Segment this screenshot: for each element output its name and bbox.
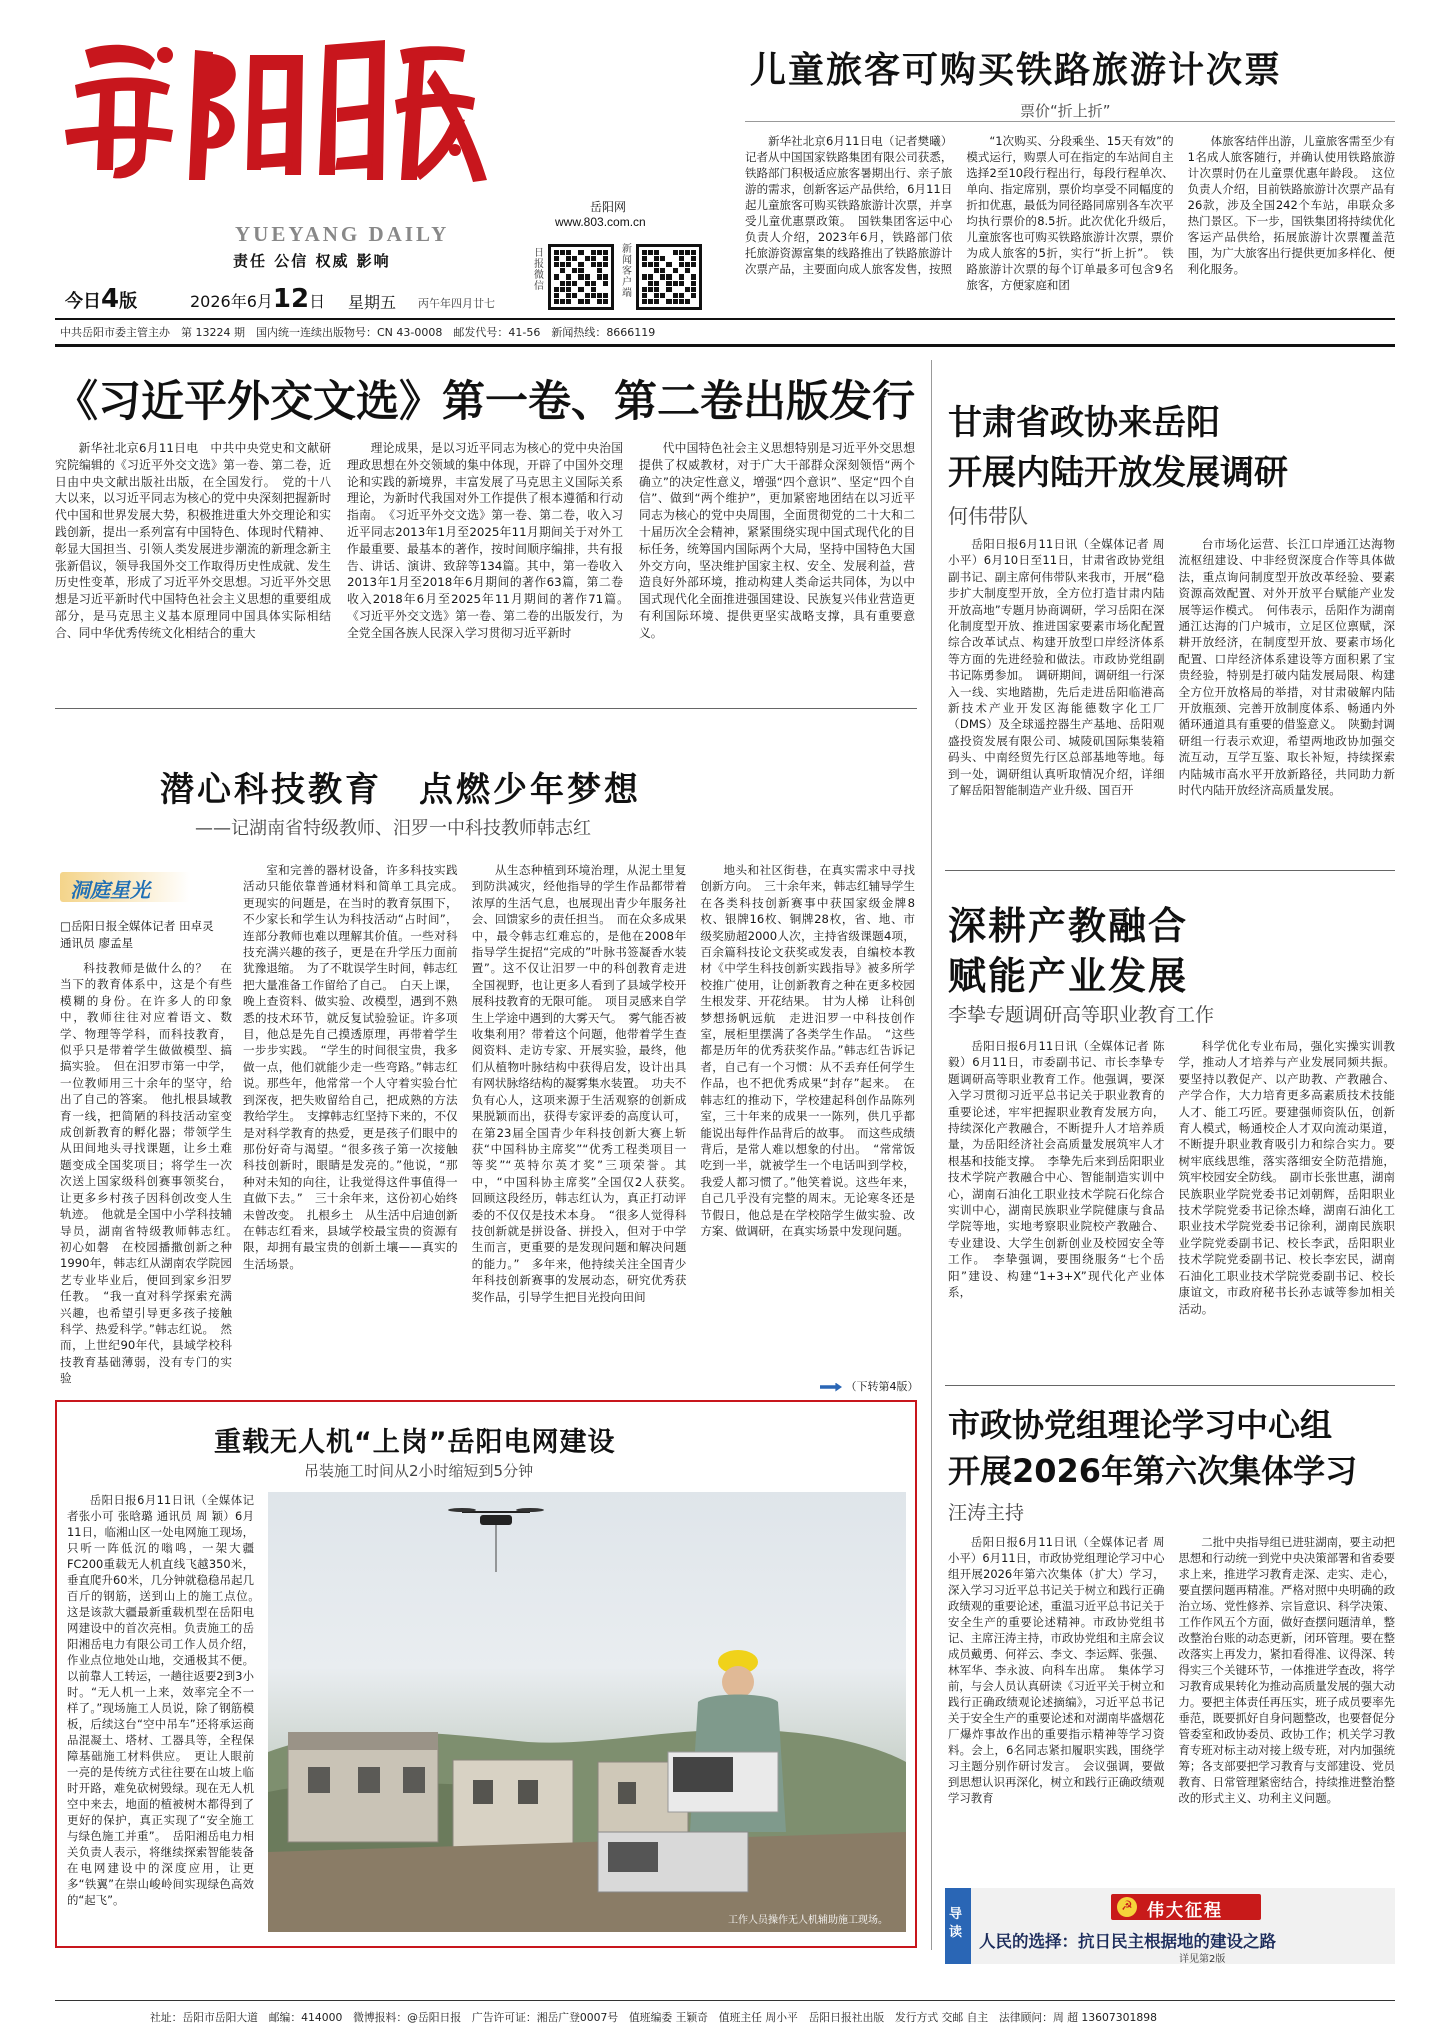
top-story-col2: “1次购买、分段乘坐、15天有效”的模式运行，购票人可在指定的车站间自主选择2至10段行程出行，每段行程单次、单向、指定席别，票价均享受不同幅度的折扣优惠，最低为同径路同席别各车次平均执行票价的8.5折。此次优化升级后，儿童旅客也可购买铁路旅游计次票，票价为成人旅客的5折，实行“折上折”。 铁路旅游计次票的每个订单最多可包含9名旅客，方便家庭和团 (966, 134, 1174, 292)
site-url[interactable]: www.803.com.cn (555, 215, 646, 229)
photo-story-subtitle: 吊装施工时间从2小时缩短到5分钟 (304, 1462, 534, 1480)
qr-caption-app: 新闻客户端 (622, 244, 632, 299)
issue-pages (65, 284, 137, 314)
feature-title: 潜心科技教育 点燃少年梦想 (160, 770, 641, 810)
feature-continue-note (820, 1378, 919, 1394)
lead-story-title: 《习近平外交文选》第一卷、第二卷出版发行 (55, 377, 915, 427)
qr-caption-wechat: 日报微信 (534, 248, 544, 292)
lunar-date: 丙午年四月廿七 (418, 297, 495, 310)
lead-story-col1: 新华社北京6月11日电 中共中央党史和文献研究院编辑的《习近平外交文选》第一卷、第二卷，近日由中央文献出版社出版，在全国发行。 党的十八大以来，以习近平同志为核心的党中央深刻把握新时代中国和世界发展大势，积极推进重大外交理论和实践创新，提出一系列富有中国特色、体现时代精神、彰显大国担当、引领人类发展进步潮流的新理念新主张新倡议，领导我国外交工作取得历史性成就、发生历史性变革，形成了习近平外交思想。习近平外交思想是习近平新时代中国特色社会主义思想的重要组成部分，是马克思主义基本原理同中国具体实际相结合、同中华优秀传统文化相结合的重大 (55, 441, 331, 640)
continue-arrow-icon (820, 1383, 842, 1392)
top-story-body (745, 133, 1395, 311)
feature-subtitle: ——记湖南省特级教师、汨罗一中科技教师韩志红 (195, 818, 591, 839)
masthead-calligraphy-logo (55, 30, 495, 190)
pages-num: 4 (101, 284, 120, 314)
photo-scene-svg (268, 1492, 906, 1932)
masthead-english-title: YUEYANG DAILY (235, 222, 450, 246)
column-badge (60, 872, 190, 902)
weekday: 星期五 (348, 293, 397, 312)
footer-info: 社址：岳阳市岳阳大道 邮编：414000 微博报料：@岳阳日报 广告许可证：湘岳广登0007号 值班编委 王颖奇 值班主任 周小平 岳阳日报社出版 发行方式 交邮 自主 法律顾问：周 超 13607301898 (150, 2011, 1157, 2024)
right3-col1: 岳阳日报6月11日讯（全媒体记者 周小平）6月11日，市政协党组理论学习中心组开展2026年第六次集体（扩大）学习，深入学习习近平总书记关于树立和践行正确政绩观的重要论述，重温习近平总书记关于安全生产的重要论述精神。市政协党组书记、主席汪涛主持，市政协党组和主席会议成员戴勇、何祥云、李文、李运辉、张强、林军华、李永波、向科车出席。 集体学习前，与会人员认真研读《习近平关于树立和践行正确政绩观论述摘编》，习近平总书记关于安全生产的重要论述和对湖南毕盛烟花厂爆炸事故作出的重要指示精神等学习资料。会上，6名同志紧扣履职实践，围绕学习主题分别作研讨发言。 会议强调，要做到思想认识再深化，树立和践行正确政绩观学习教育 (948, 1535, 1165, 1805)
header-divider (55, 318, 1395, 320)
continue-note-label: （下转第4版） (845, 1380, 919, 1393)
top-story-title: 儿童旅客可购买铁路旅游计次票 (750, 50, 1283, 91)
feature-byline: □岳阳日报全媒体记者 田卓灵 通讯员 廖孟星 (60, 919, 226, 950)
right3-title-line2: 开展2026年第六次集体学习 (948, 1452, 1358, 1490)
right1-title-line2: 开展内陆开放发展调研 (948, 453, 1288, 493)
feature-body-rest (243, 862, 915, 1390)
guide-tag: 导读 (949, 1907, 963, 1940)
photo-story-text: 岳阳日报6月11日讯（全媒体记者张小可 张晗璐 通讯员 周 颖）6月11日，临湘山区一处电网施工现场，只听一阵低沉的嗡鸣，一架大疆FC200重载无人机直线飞越350米，垂直爬升60米，几分钟就稳稳吊起几百斤的钢筋，送到山上的施工点位。 这是该款大疆最新重载机型在岳阳电网建设中的首次亮相。负责施工的岳阳湘岳电力有限公司工作人员介绍，作业点位地处山地，交通极其不便。以前靠人工转运，一趟往返要2到3小时。“无人机一上来，效率完全不一样了。”现场施工人员说，除了钢筋模板，后续这台“空中吊车”还将承运商品混凝土、塔材、工器具等，全程保障基础施工材料供应。 更让人眼前一亮的是传统方式往往要在山坡上临时开路，难免砍树毁绿。现在无人机空中来去，地面的植被树木都得到了更好的保护，真正实现了“安全施工与绿色施工并重”。 岳阳湘岳电力相关负责人表示，将继续探索智能装备在电网建设中的深度应用，让更多“铁翼”在崇山峻岭间实现绿色高效的“起飞”。 (67, 1493, 266, 1907)
photo-story-title: 重载无人机“上岗”岳阳电网建设 (214, 1427, 616, 1458)
top-story-col1: 新华社北京6月11日电（记者樊曦）记者从中国国家铁路集团有限公司获悉，铁路部门积极适应旅客暑期出行、亲子旅游的需求，创新客运产品供给，6月11日起儿童旅客可购买铁路旅游计次票，并享受儿童优惠票政策。 国铁集团客运中心负责人介绍，2023年6月，铁路部门依托旅游资源富集的线路推出了铁路旅游计次票产品，主要面向成人旅客发售，按照 (745, 134, 953, 276)
guide-badge-label: 伟大征程 (1147, 1901, 1223, 1921)
feature-body-col1 (60, 960, 244, 1390)
column-badge-label: 洞庭星光 (70, 878, 150, 902)
feature-col4: 地头和社区街巷，在真实需求中寻找创新方向。 三十余年来，韩志红辅导学生在各类科技创新赛事中获国家级金牌8枚、银牌16枚、铜牌28枚，省、地、市级奖励超2000人次，主持省级课题4项，百余篇科技论文获奖或发表，自编校本教材《中学生科技创新实践指导》被多所学校推广使用，让创新教育之种在更多校园生根发芽、开花结果。 甘为人梯 让科创梦想扬帆远航 走进汨罗一中科技创作室，展柜里摆满了各类学生作品。 “这些都是历年的优秀获奖作品。”韩志红告诉记者，自己有一个习惯：从不丢弃任何学生作品，也不把优秀成果“封存”起来。 在韩志红的推动下，学校建起科创作品陈列室，三十年来的成果一一陈列，供几乎都能说出每件作品背后的故事。 而这些成绩背后，是常人难以想象的付出。 “常常饭吃到一半，就被学生一个电话叫到学校，我爱人都习惯了。”他笑着说。这些年来，自己几乎没有完整的周末。无论寒冬还是节假日，他总是在学校陪学生做实验、改方案、做调研，在真实场景中发现问题。 (700, 863, 915, 1238)
right2-body (948, 1038, 1395, 1378)
right1-col1: 岳阳日报6月11日讯（全媒体记者 周小平）6月10日至11日，甘肃省政协党组副书记、副主席何伟带队来我市，开展“稳步扩大制度型开放，全方位打造甘肃内陆开放高地”专题月协商调研，学习岳阳在深化制度型开放、推进国家要素市场化配置综合改革试点、构建开放型口岸经济体系等方面的先进经验和做法。市政协党组副书记陈勇参加。 调研期间，调研组一行深入一线、实地踏勘，先后走进岳阳临港高新技术产业开发区海能德数字化工厂（DMS）及全球遥控器生产基地、岳阳观盛投资发展有限公司、城陵矶国际集装箱码头、中南经贸先行区总部基地等地。每到一处，调研组认真听取情况介绍，详细了解岳阳智能制造产业升级、国百开 (948, 537, 1165, 798)
date-suffix: 日 (309, 292, 326, 311)
lead-story-body (55, 440, 915, 702)
lead-story-divider (55, 708, 917, 709)
guide-page-ref[interactable]: 详见第2版 (1179, 1954, 1226, 1965)
right2-title-line2: 赋能产业发展 (948, 954, 1189, 998)
footer-divider (55, 2000, 1395, 2001)
right2-byline: 李挚专题调研高等职业教育工作 (948, 1004, 1215, 1026)
drone-construction-photo (268, 1492, 906, 1932)
right2-title-line1: 深耕产教融合 (948, 904, 1189, 948)
column-divider (931, 360, 932, 1950)
right1-divider (945, 870, 1395, 871)
right3-byline: 汪涛主持 (948, 1502, 1025, 1524)
publication-info-line: 中共岳阳市委主管主办 第 13224 期 国内统一连续出版物号：CN 43-0008 邮发代号：41-56 新闻热线：8666119 (60, 326, 656, 339)
photo-caption: 工作人员操作无人机辅助施工现场。 (728, 1915, 888, 1926)
guide-badge (1111, 1894, 1261, 1920)
right1-col2: 台市场化运营、长江口岸通江达海物流枢纽建设、中非经贸深度合作等具体做法，重点询问制度型开放改革经验、要素资源高效配置、对外开放平台赋能产业发展等运作模式。 何伟表示，岳阳作为湖南通江达海的门户城市，立足区位禀赋，深耕开放经济，在制度型开放、要素市场化配置、口岸经济体系建设等方面积累了宝贵经验，特别是打破内陆发展局限、构建全方位开放格局的举措，对甘肃破解内陆开放瓶颈、完善开放制度体系、畅通内外循环通道具有重要的借鉴意义。 陕勤封调研组一行表示欢迎，希望两地政协加强交流互动，互学互鉴、取长补短，持续探索内陆城市高水平开放新路径，共同助力新时代内陆开放经济高质量发展。 (1178, 537, 1395, 798)
masthead-motto: 责任 公信 权威 影响 (233, 252, 391, 270)
right3-title-line1: 市政协党组理论学习中心组 (948, 1406, 1333, 1444)
date-year-month: 2026年6月 (190, 292, 273, 311)
right2-divider (945, 1385, 1395, 1386)
date-day: 12 (272, 284, 310, 314)
right2-col2: 科学优化专业布局，强化实操实训教学，推动人才培养与产业发展同频共振。要坚持以教促产、以产助教、产教融合、产学合作，大力培育更多高素质技术技能人才、能工巧匠。要建强师资队伍，创新育人模式，畅通校企人才双向流动渠道，不断提升职业教育吸引力和综合实力。要树牢底线思维，落实落细安全防范措施，筑牢校园安全防线。 副市长张世惠，湖南民族职业学院党委书记刘朝辉，岳阳职业技术学院党委书记徐杰峰，湖南石油化工职业技术学院党委书记徐利，湖南民族职业学院党委副书记、校长李武，岳阳职业技术学院党委副书记、校长李宏民，湖南石油化工职业技术学院党委副书记、校长康谊文，市政府秘书长孙志诚等参加相关活动。 (1178, 1039, 1395, 1316)
lead-story-col3: 代中国特色社会主义思想特别是习近平外交思想提供了权威教材，对于广大干部群众深刻领悟“两个确立”的决定性意义，增强“四个意识”、坚定“四个自信”、做到“两个维护”，更加紧密地团结在以习近平同志为核心的党中央周围，全面贯彻党的二十大和二十届历次全会精神，紧紧围绕实现中国式现代化的目标任务，统筹国内国际两个大局，坚持中国特色大国外交方向，坚决维护国家主权、安全、发展利益，营造良好外部环境，推动构建人类命运共同体，为以中国式现代化全面推进强国建设、民族复兴伟业营造更有利国际环境、提供更坚实战略支撑，具有重要意义。 (639, 441, 915, 640)
right3-body (948, 1534, 1395, 1879)
pages-prefix: 今日 (65, 291, 101, 312)
site-label: 岳阳网 (590, 200, 627, 214)
pages-suffix: 版 (119, 291, 138, 312)
photo-story-body (67, 1492, 266, 1932)
top-story-col3: 体旅客结伴出游，儿童旅客需至少有1名成人旅客随行，并确认使用铁路旅游计次票时仍在儿童票优惠年龄段。 这位负责人介绍，目前铁路旅游计次票产品有26款，涉及全国242个车站，串联众多热门景区。下一步，国铁集团将持续优化客运产品供给，拓展旅游计次票覆盖范围，为广大旅客出行提供更加多样化、便利化服务。 (1187, 134, 1395, 276)
issue-date (190, 284, 325, 314)
top-story-subtitle: 票价“折上折” (1020, 102, 1111, 120)
right1-title-line1: 甘肃省政协来岳阳 (948, 403, 1220, 443)
right2-col1: 岳阳日报6月11日讯（全媒体记者 陈毅）6月11日，市委副书记、市长李挚专题调研高等职业教育工作。他强调，要深入学习贯彻习近平总书记关于职业教育的重要论述，牢牢把握职业教育发展方向，持续深化产教融合，不断提升人才培养质量，为岳阳经济社会高质量发展筑牢人才根基和技能支撑。 李挚先后来到岳阳职业技术学院产教融合中心、智能制造实训中心，湖南石油化工职业技术学院石化综合实训中心，湖南民族职业学院健康与食品学院等地，实地考察职业院校产教融合、专业建设、大学生创新创业及校园安全等工作。 李挚强调，要围绕服务“七个岳阳”建设、构建“1+3+X”现代化产业体系， (948, 1039, 1165, 1300)
top-story-divider (745, 121, 1395, 122)
party-emblem-icon: ☭ (1117, 1897, 1137, 1917)
guide-headline[interactable]: 人民的选择：抗日民主根据地的建设之路 (979, 1932, 1276, 1951)
masthead (55, 30, 495, 270)
feature-col1: 科技教师是做什么的？ 在当下的教育体系中，这是个有些模糊的身份。在许多人的印象中，教师往往对应着语文、数学、物理等学科，而科技教育，似乎只是带着学生做做模型、搞搞实验。 但在汨罗市第一中学，一位教师用三十余年的坚守，给出了自己的答案。 他扎根县域教育一线，把简陋的科技活动室变成创新教育的孵化器；带领学生从田间地头寻找课题，让乡土难题变成全国奖项目；将学生一次次送上国家级科创赛事领奖台，让更多乡村孩子因科创改变人生轨迹。 他就是全国中小学科技辅导员，湖南省特级教师韩志红。 初心如磐 在校园播撒创新之种 1990年，韩志红从湖南农学院园艺专业毕业后，便回到家乡汨罗任教。 “我一直对科学探索充满兴趣，也希望引导更多孩子接触科学、热爱科学。”韩志红说。 然而，上世纪90年代，县域学校科技教育基础薄弱，没有专门的实验 (60, 961, 244, 1386)
feature-col2: 室和完善的器材设备，许多科技实践活动只能依靠普通材料和简单工具完成。 更现实的问题是，在当时的教育氛围下，不少家长和学生认为科技活动“占时间”，连部分教师也难以理解其价值。一些对科技充满兴趣的孩子，更是在升学压力面前犹豫退缩。 为了不耽误学生时间，韩志红把大量准备工作留给了自己。 白天上课，晚上查资料、做实验、改模型，遇到不熟悉的技术环节，就反复试验验证。许多项目，他总是先自己摸透原理，再带着学生一步步实践。 “学生的时间很宝贵，我多做一点，他们就能少走一些弯路。”韩志红说。那些年，他常常一个人守着实验台忙到深夜，把失败留给自己，把成熟的方法教给学生。 支撑韩志红坚持下来的，不仅是对科学教育的热爱，更是孩子们眼中的那份好奇与渴望。“很多孩子第一次接触科技创新时，眼睛是发亮的。”他说，“那种对未知的向往，让我觉得这件事值得一直做下去。” 三十余年来，这份初心始终未曾改变。 扎根乡土 从生活中启迪创新 在韩志红看来，县域学校最宝贵的资源有限，却拥有最宝贵的创新土壤——真实的生活场景。 (243, 863, 470, 1271)
qr-code-wechat[interactable] (548, 244, 614, 310)
right3-col2: 二批中央指导组已进驻湖南，要主动把思想和行动统一到党中央决策部署和省委要求上来，推进学习教育走深、走实、走心，要直摆问题再精准。严格对照中央明确的政治立场、党性修养、宗旨意识、科学决策、工作作风五个方面，做好查摆问题清单，整改整治台账的动态更新，闭环管理。要在整改落实上再发力，紧扣看得准、议得深、转得实三个关键环节，一体推进学查改，将学习教育成果转化为推动高质量发展的强大动力。要把主体责任再压实，班子成员要率先垂范，既要抓好自身问题整改，也要督促分管委室和政协委员、政协工作；机关学习教育专班对标主动对接上级专班，对内加强统筹；各支部要把学习教育与支部建设、党员教育、日常管理紧密结合，持续推进整治整改的形式主义、功利主义问题。 (1178, 1535, 1395, 1805)
lead-story-col2: 理论成果，是以习近平同志为核心的党中央治国理政思想在外交领域的集中体现，开辟了中国外交理论和实践的新境界，丰富发展了马克思主义国际关系理论，为新时代我国对外工作提供了根本遵循和行动指南。 《习近平外交文选》第一卷、第二卷，收入习近平同志2013年1月至2025年11月期间关于对外工作最重要、最基本的著作，按时间顺序编排，共有报告、讲话、演讲、致辞等134篇。其中，第一卷收入2013年1月至2018年6月期间的著作63篇，第二卷收入2018年6月至2025年11月期间的著作71篇。 《习近平外交文选》第一卷、第二卷的出版发行，为全党全国各族人民深入学习贯彻习近平新时 (347, 441, 635, 640)
qr-code-app[interactable] (636, 244, 702, 310)
guide-box[interactable] (945, 1888, 1395, 1964)
right1-byline: 何伟带队 (948, 504, 1028, 528)
header-divider-bottom (55, 344, 1395, 347)
feature-col3: 从生态种植到环境治理，从泥土里复到防洪减灾，经他指导的学生作品都带着浓厚的生活气息，也展现出青少年服务社会、回馈家乡的责任担当。 而在众多成果中，最令韩志红难忘的，是他在2008年指导学生捉招“完成的”叶脉书签凝香水装置”。这不仅让汨罗一中的科创教育走进全国视野，也让更多人看到了县域学校开展科技教育的无限可能。 项目灵感来自学生上学途中遇到的大雾天气。 雾气能否被收集利用？带着这个问题，他带着学生查阅资料、走访专家、开展实验，最终，他们从植物叶脉结构中获得启发，设计出具有网状脉络结构的凝雾集水装置。 功夫不负有心人，这项来源于生活观察的创新成果脱颖而出，获得专家评委的高度认可，在第23届全国青少年科技创新大赛上斩获“中国科协主席奖”“优秀工程类项目一等奖”“英特尔英才奖”三项荣誉。其中，“中国科协主席奖”全国仅2人获奖。 回顾这段经历，韩志红认为，真正打动评委的不仅仅是技术本身。 “很多人觉得科技创新就是拼设备、拼投入，但对于中学生而言，更重要的是发现问题和解决问题的能力。” 多年来，他持续关注全国青少年科技创新赛事的发展动态，研究优秀获奖作品，引导学生把目光投向田间 (471, 863, 698, 1304)
